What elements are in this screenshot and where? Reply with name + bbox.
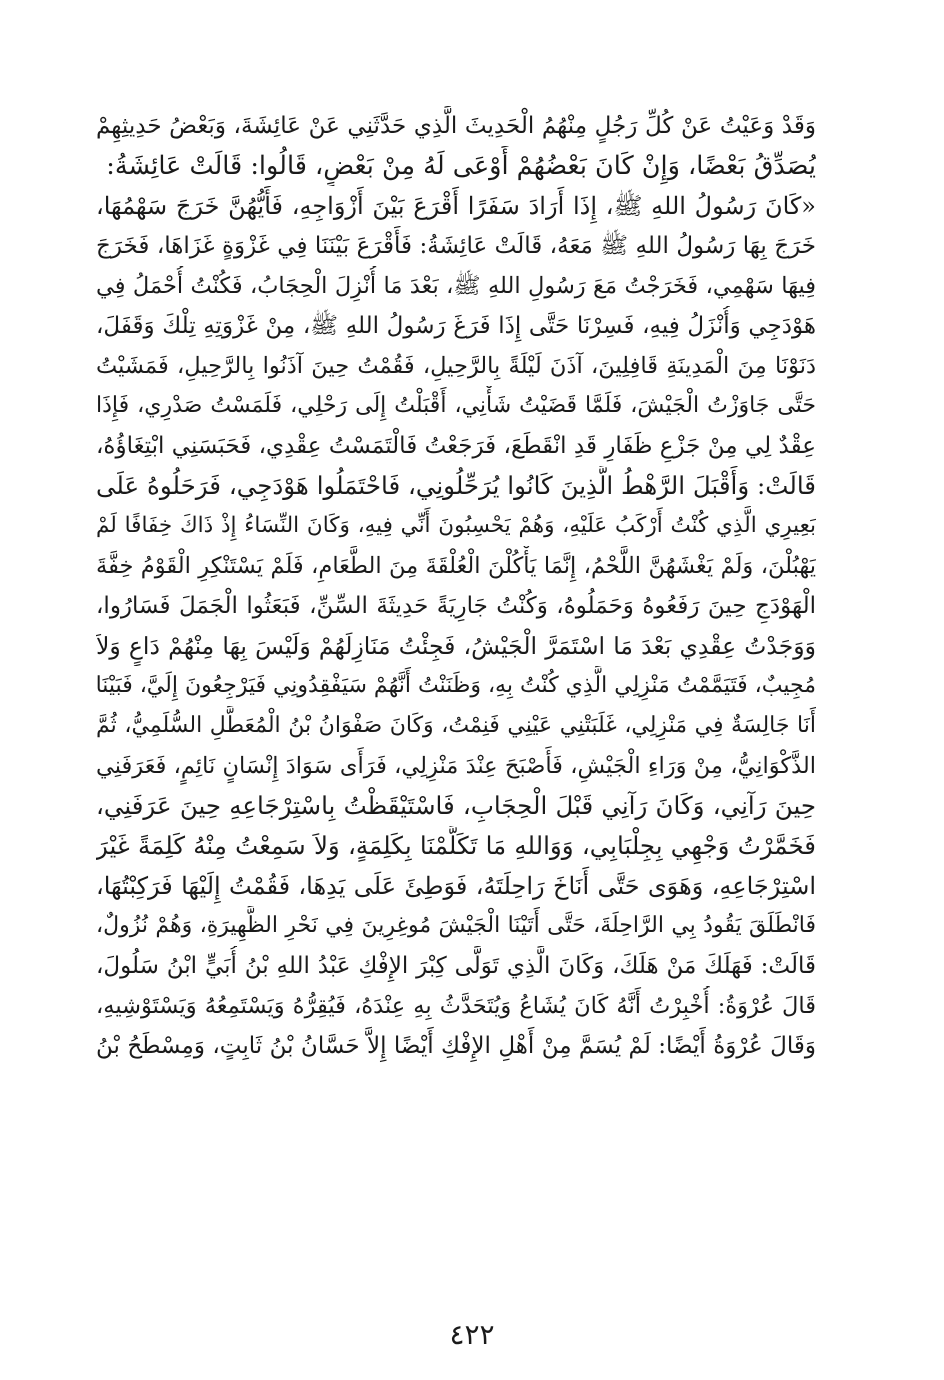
text-line: عِقْدٌ لِي مِنْ جَزْعِ ظَفَارِ قَدِ انْقَطَعَ، فَرَجَعْتُ فَالْتَمَسْتُ عِقْدِي، فَحَبَسَنِي ابْتِغَاؤُهُ، <box>96 433 816 459</box>
text-line: هَوْدَجِي وَأُنْزَلُ فِيهِ، فَسِرْنَا حَتَّى إِذَا فَرَغَ رَسُولُ اللهِ ﷺ، مِنْ غَزْوَتِهِ تِلْكَ وَقَفَلَ، <box>96 313 816 339</box>
text-line: مُجِيبٌ، فَتَيَمَّمْتُ مَنْزِلِي الَّذِي كُنْتُ بِهِ، وَظَنَنْتُ أَنَّهُمْ سَيَفْقِدُونِي فَيَرْجِعُونَ إِلَيَّ، فَبَيْنَا <box>96 673 816 698</box>
text-line: وَقَالَ عُرْوَةُ أَيْضًا: لَمْ يُسَمَّ مِنْ أَهْلِ الإِفْكِ أَيْضًا إِلاَّ حَسَّانُ بْنُ ثَابِتٍ، وَمِسْطَحُ بْنُ <box>96 1033 816 1059</box>
text-line: دَنَوْنَا مِنَ الْمَدِينَةِ قَافِلِينَ، آذَنَ لَيْلَةً بِالرَّحِيلِ، فَقُمْتُ حِينَ آذَنُوا بِالرَّحِيلِ، فَمَشَيْتُ <box>96 353 816 379</box>
text-line: فِيهَا سَهْمِي، فَخَرَجْتُ مَعَ رَسُولِ اللهِ ﷺ، بَعْدَ مَا أُنْزِلَ الْحِجَابُ، فَكُنْتُ أُحْمَلُ فِي <box>96 273 816 299</box>
text-line: وَقَدْ وَعَيْتُ عَنْ كُلِّ رَجُلٍ مِنْهُمُ الْحَدِيثَ الَّذِي حَدَّثَنِي عَنْ عَائِشَةَ، وَبَعْضُ حَدِيثِهِمْ <box>96 113 816 139</box>
text-line: قَالَتْ: فَهَلَكَ مَنْ هَلَكَ، وَكَانَ الَّذِي تَوَلَّى كِبْرَ الإِفْكِ عَبْدُ اللهِ بْنُ أُبَيٍّ ابْنُ سَلُولَ، <box>96 953 816 979</box>
text-line: وَوَجَدْتُ عِقْدِي بَعْدَ مَا اسْتَمَرَّ الْجَيْشُ، فَجِئْتُ مَنَازِلَهُمْ وَلَيْسَ بِهَا مِنْهُمْ دَاعٍ وَلاَ <box>96 632 816 660</box>
text-line: الذَّكْوَانِيُّ، مِنْ وَرَاءِ الْجَيْشِ، فَأَصْبَحَ عِنْدَ مَنْزِلِي، فَرَأَى سَوَادَ إِنْسَانٍ نَائِمٍ، فَعَرَفَنِي <box>96 753 816 779</box>
text-line: بَعِيرِي الَّذِي كُنْتُ أَرْكَبُ عَلَيْهِ، وَهُمْ يَحْسِبُونَ أَنِّي فِيهِ، وَكَانَ النِّسَاءُ إِذْ ذَاكَ خِفَافًا لَمْ <box>96 513 816 538</box>
text-line: أَنَا جَالِسَةٌ فِي مَنْزِلِي، غَلَبَتْنِي عَيْنِي فَنِمْتُ، وَكَانَ صَفْوَانُ بْنُ الْمُعَطَّلِ السُّلَمِيُّ، ثُمَّ <box>96 713 816 738</box>
text-line: قَالَ عُرْوَةُ: أُخْبِرْتُ أَنَّهُ كَانَ يُشَاعُ وَيُتَحَدَّثُ بِهِ عِنْدَهُ، فَيُقِرُّهُ وَيَسْتَمِعُهُ وَيَسْتَوْشِيهِ، <box>96 993 816 1019</box>
text-line: فَانْطَلَقَ يَقُودُ بِي الرَّاحِلَةَ، حَتَّى أَتَيْنَا الْجَيْشَ مُوغِرِينَ فِي نَحْرِ الظَّهِيرَةِ، وَهُمْ نُزُولٌ، <box>96 913 816 938</box>
page-number: ٤٢٢ <box>449 1318 495 1351</box>
text-line: الْهَوْدَجِ حِينَ رَفَعُوهُ وَحَمَلُوهُ، وَكُنْتُ جَارِيَةً حَدِيثَةَ السِّنِّ، فَبَعَثُوا الْجَمَلَ فَسَارُوا، <box>96 593 816 619</box>
text-line: فَخَمَّرْتُ وَجْهِي بِجِلْبَابِي، وَوَاللهِ مَا تَكَلَّمْنَا بِكَلِمَةٍ، وَلاَ سَمِعْتُ مِنْهُ كَلِمَةً غَيْرَ <box>96 831 816 860</box>
text-line: «كَانَ رَسُولُ اللهِ ﷺ، إِذَا أَرَادَ سَفَرًا أَقْرَعَ بَيْنَ أَزْوَاجِهِ، فَأَيُّهُنَّ خَرَجَ سَهْمُهَا، <box>96 192 816 220</box>
text-line: يُصَدِّقُ بَعْضًا، وَإِنْ كَانَ بَعْضُهُمْ أَوْعَى لَهُ مِنْ بَعْضٍ، قَالُوا: قَالَتْ عَائِشَةُ: <box>106 151 816 181</box>
text-line: اسْتِرْجَاعِهِ، وَهَوَى حَتَّى أَنَاخَ رَاحِلَتَهُ، فَوَطِئَ عَلَى يَدِهَا، فَقُمْتُ إِلَيْهَا فَرَكِبْتُهَا، <box>96 872 816 900</box>
body-text <box>96 106 816 1066</box>
text-line: يَهْبُلْنَ، وَلَمْ يَغْشَهُنَّ اللَّحْمُ، إِنَّمَا يَأْكُلْنَ الْعُلْقَةَ مِنَ الطَّعَامِ، فَلَمْ يَسْتَنْكِرِ الْقَوْمُ خِفَّةَ <box>96 553 816 579</box>
text-line: حَتَّى جَاوَزْتُ الْجَيْشَ، فَلَمَّا قَضَيْتُ شَأْنِي، أَقْبَلْتُ إِلَى رَحْلِي، فَلَمَسْتُ صَدْرِي، فَإِذَا <box>96 393 816 418</box>
text-line: حِينَ رَآنِي، وَكَانَ رَآنِي قَبْلَ الْحِجَابِ، فَاسْتَيْقَظْتُ بِاسْتِرْجَاعِهِ حِينَ عَرَفَنِي، <box>96 791 816 820</box>
text-line: خَرَجَ بِهَا رَسُولُ اللهِ ﷺ مَعَهُ، قَالَتْ عَائِشَةُ: فَأَقْرَعَ بَيْنَنَا فِي غَزْوَةٍ غَزَاهَا، فَخَرَجَ <box>96 233 816 259</box>
text-line: قَالَتْ: وَأَقْبَلَ الرَّهْطُ الَّذِينَ كَانُوا يُرَحِّلُونِي، فَاحْتَمَلُوا هَوْدَجِي، فَرَحَلُوهُ عَلَى <box>96 471 816 500</box>
